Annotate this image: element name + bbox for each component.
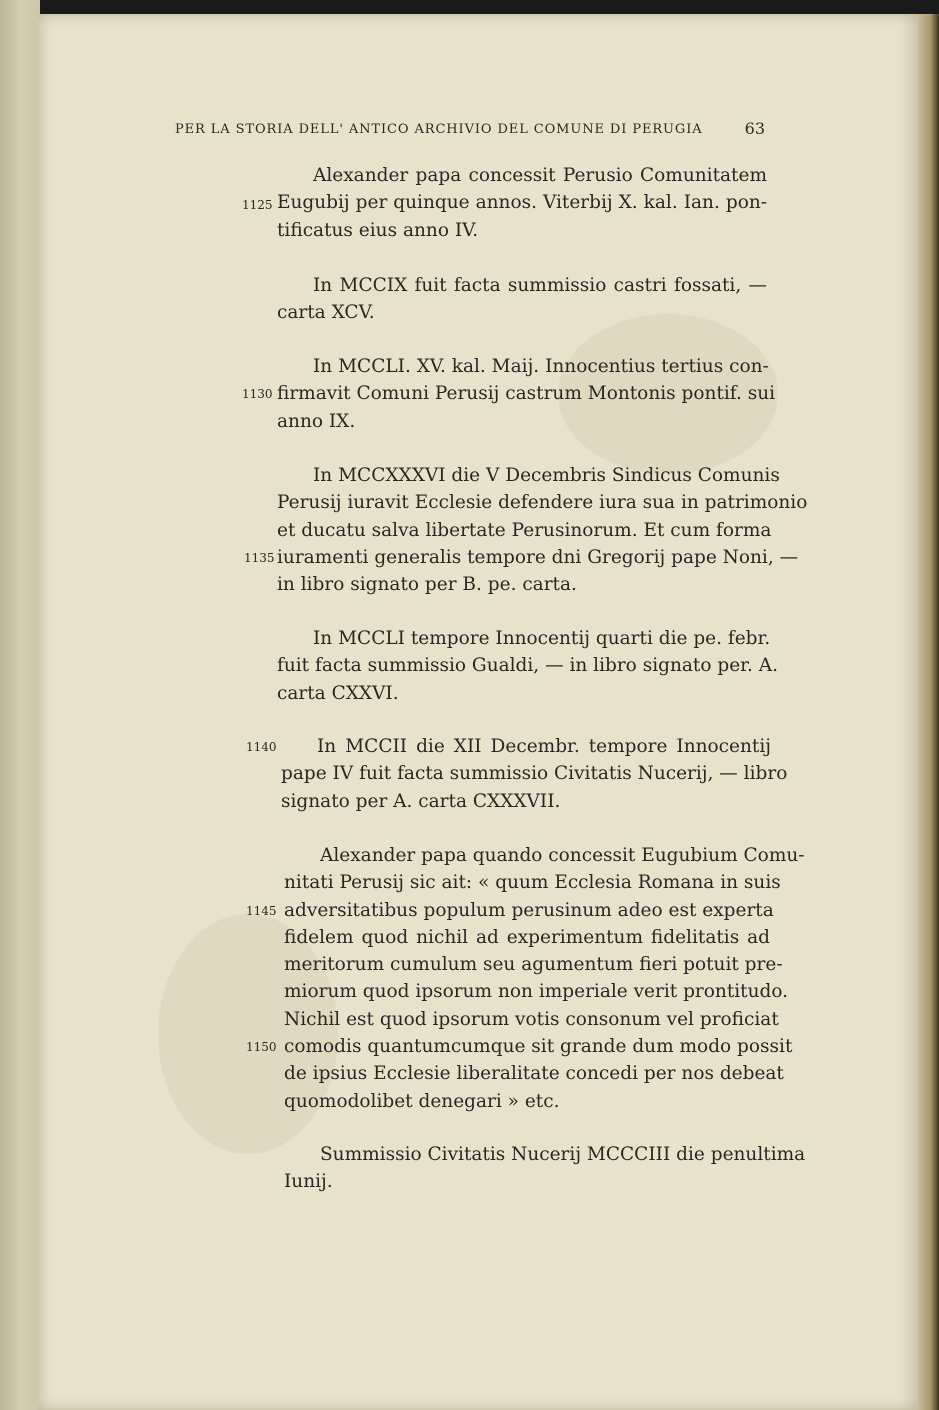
text-line: Alexander papa concessit Perusio Comunitatem bbox=[313, 165, 767, 186]
text-line: miorum quod ipsorum non imperiale verit prontitudo. bbox=[284, 981, 789, 1003]
text-line: iuramenti generalis tempore dni Gregorij pape Noni, — bbox=[277, 546, 799, 568]
text-line: adversitatibus populum perusinum adeo est experta bbox=[284, 899, 774, 921]
line-number: 1135 bbox=[244, 551, 275, 565]
text-line: fuit facta summissio Gualdi, — in libro signato per. A. bbox=[277, 655, 778, 677]
paragraph bbox=[277, 162, 767, 244]
running-header bbox=[175, 119, 765, 138]
text-line: Iunij. bbox=[284, 1171, 333, 1193]
line-number: 1145 bbox=[246, 904, 277, 918]
text-line: quomodolibet denegari » etc. bbox=[284, 1090, 560, 1112]
text-line: In MCCLI. XV. kal. Maij. Innocentius tertius con- bbox=[313, 356, 769, 377]
line-number: 1150 bbox=[246, 1040, 277, 1054]
text-line: carta CXXVI. bbox=[277, 682, 399, 704]
text-line: meritorum cumulum seu agumentum fieri potuit pre- bbox=[284, 954, 783, 976]
text-line: in libro signato per B. pe. carta. bbox=[277, 574, 577, 596]
paragraph bbox=[281, 733, 788, 815]
paragraph bbox=[277, 353, 776, 435]
text-line: comodis quantumcumque sit grande dum modo possit bbox=[284, 1036, 793, 1058]
line-number: 1130 bbox=[242, 387, 273, 401]
text-line: Alexander papa quando concessit Eugubium Comu- bbox=[320, 845, 805, 866]
text-line: Eugubij per quinque annos. Viterbij X. kal. Ian. pon- bbox=[277, 192, 767, 214]
text-line: In MCCIX fuit facta summissio castri fossati, — bbox=[313, 275, 767, 296]
paragraph bbox=[277, 625, 778, 707]
text-line: carta XCV. bbox=[277, 302, 375, 324]
line-number: 1140 bbox=[246, 740, 277, 754]
text-line: In MCCII die XII Decembr. tempore Innocentij bbox=[317, 736, 771, 757]
text-line: Nichil est quod ipsorum votis consonum vel proficiat bbox=[284, 1008, 779, 1030]
text-line: tificatus eius anno IV. bbox=[277, 219, 479, 241]
text-line: firmavit Comuni Perusij castrum Montonis pontif. sui bbox=[277, 383, 776, 405]
text-line: Perusij iuravit Ecclesie defendere iura sua in patrimonio bbox=[277, 492, 808, 514]
text-line: fidelem quod nichil ad experimentum fidelitatis ad bbox=[284, 926, 770, 948]
text-line: Summissio Civitatis Nucerij MCCCIII die penultima bbox=[320, 1144, 806, 1165]
page-number: 63 bbox=[744, 119, 765, 138]
page-edge bbox=[918, 14, 939, 1410]
text-line: et ducatu salva libertate Perusinorum. Et cum forma bbox=[277, 519, 772, 541]
page-binding bbox=[0, 0, 40, 1410]
text-line: nitati Perusij sic ait: « quum Ecclesia Romana in suis bbox=[284, 872, 781, 894]
running-title: PER LA STORIA DELL' ANTICO ARCHIVIO DEL COMUNE DI PERUGIA bbox=[175, 122, 703, 137]
text-line: signato per A. carta CXXXVII. bbox=[281, 790, 561, 812]
line-number: 1125 bbox=[242, 198, 273, 212]
text-line: In MCCXXXVI die V Decembris Sindicus Comunis bbox=[313, 465, 780, 486]
text-line: de ipsius Ecclesie liberalitate concedi per nos debeat bbox=[284, 1063, 784, 1085]
paragraph bbox=[277, 462, 808, 598]
text-line: In MCCLI tempore Innocentij quarti die pe. febr. bbox=[313, 628, 771, 649]
paragraph bbox=[277, 272, 767, 327]
paragraph bbox=[284, 1141, 806, 1196]
text-line: pape IV fuit facta summissio Civitatis Nucerij, — libro bbox=[281, 763, 788, 785]
text-line: anno IX. bbox=[277, 410, 356, 432]
paragraph bbox=[284, 842, 805, 1115]
